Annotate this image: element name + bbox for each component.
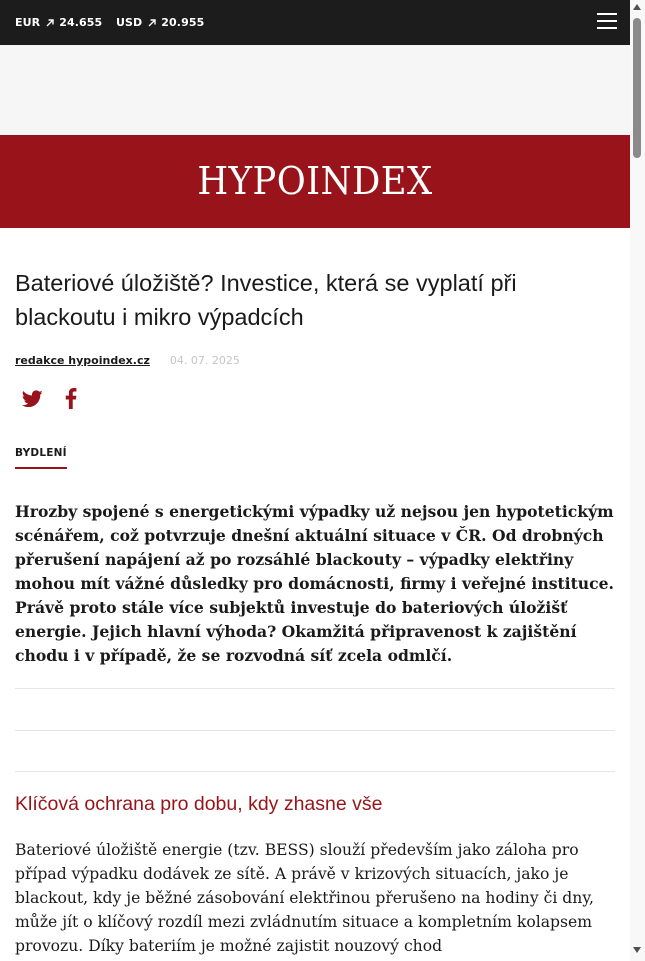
article-title: Bateriové úložiště? Investice, která se vyplatí při blackoutu i mikro výpadcích [15,270,517,330]
category-tag[interactable]: BYDLENÍ [15,447,67,469]
rate-eur-value: 24.655 [59,16,103,29]
rate-usd-currency: USD [116,16,143,29]
facebook-icon[interactable] [65,388,77,409]
rate-eur-currency: EUR [15,16,41,29]
rate-usd-value: 20.955 [161,16,205,29]
scrollbar-thumb[interactable] [633,18,641,158]
section-heading: Klíčová ochrana pro dobu, kdy zhasne vše [15,793,383,815]
arrow-up-right-icon [45,18,55,28]
ad-slot [0,45,630,135]
share-buttons [22,388,77,409]
arrow-up-right-icon [147,18,157,28]
article-body: Bateriové úložiště energie (tzv. BESS) slouží především jako záloha pro případ výpadku dodávek ze sítě. A právě v krizových situacích, jako je blackout, kdy je běžné zásobování elektřinou přerušeno na hodiny či dny, může jít o klíčový rozdíl mezi zvládnutím situace a kompletním kolapsem provozu. Díky bateriím je možné zajistit nouzový chod [15,841,595,955]
top-bar [0,0,630,45]
hamburger-menu-icon[interactable] [597,13,617,31]
site-logo[interactable]: HYPOINDEX [197,159,433,203]
rate-eur [15,16,102,29]
divider [15,688,615,689]
scroll-up-arrow-icon[interactable] [633,4,641,10]
publish-date: 04. 07. 2025 [169,354,240,367]
article-lead: Hrozby spojené s energetickými výpadky už nejsou jen hypotetickým scénářem, což potvrzuje dnešní aktuální situace v ČR. Od drobných přerušení napájení až po rozsáhlé blackouty – výpadky elektřiny mohou mít vážné důsledky pro domácnosti, firmy i veřejné instituce. Právě proto stále více subjektů investuje do bateriových úložišť energie. Jejich hlavní výhoda? Okamžitá připravenost k zajištění chodu i v případě, že se rozvodná síť zcela odmlčí. [15,502,614,665]
article-meta [15,354,240,367]
scroll-down-arrow-icon[interactable] [633,947,641,953]
scrollbar[interactable] [630,0,645,961]
divider [15,771,615,772]
divider [15,730,615,731]
author-link[interactable]: redakce hypoindex.cz [15,354,150,367]
twitter-icon[interactable] [22,390,43,408]
rate-usd [116,16,204,29]
